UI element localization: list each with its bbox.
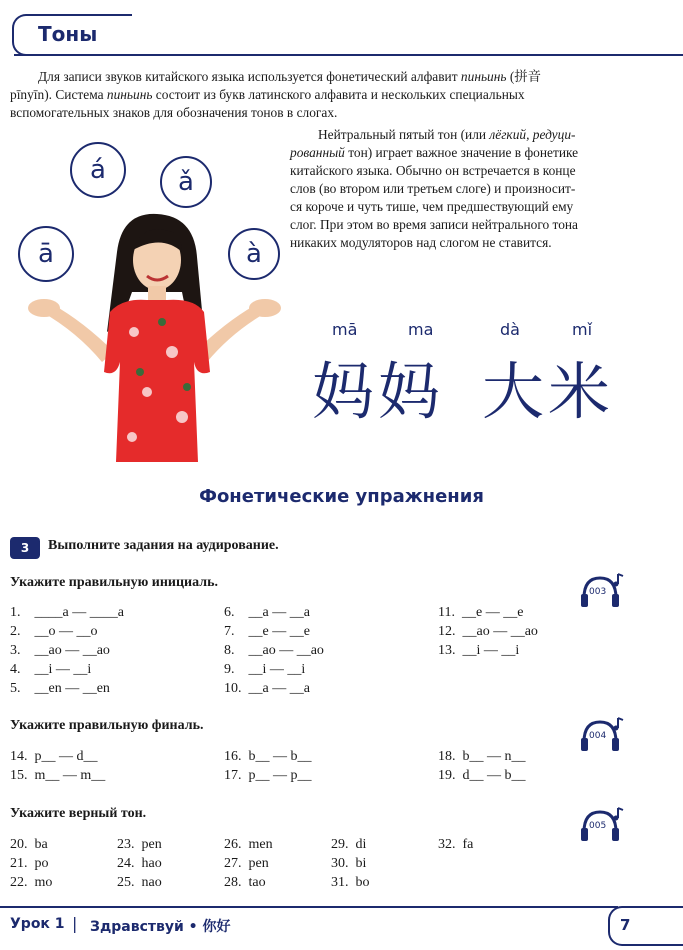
list-item: 7. __e — __e (224, 624, 310, 639)
list-item: 21. po (10, 856, 49, 871)
audio-track-003[interactable] (578, 572, 626, 614)
list-item: 6. __a — __a (224, 605, 310, 620)
list-item: 31. bo (331, 875, 370, 890)
list-item: 10. __a — __a (224, 681, 310, 696)
neutral-text: Нейтральный пятый тон (или (318, 127, 490, 142)
list-item: 26. men (224, 837, 273, 852)
exercise-number-badge: 3 (10, 537, 40, 559)
intro-text: pīnyīn). Система (10, 87, 107, 102)
intro-term: пиньинь (460, 69, 507, 84)
exercise-title: Выполните задания на аудирование. (48, 538, 279, 553)
list-item: 11. __e — __e (438, 605, 524, 620)
list-item: 17. p__ — p__ (224, 768, 312, 783)
list-item: 8. __ao — __ao (224, 643, 324, 658)
footer-lesson-title: Здравствуй • 你好 (90, 919, 231, 935)
audio-track-number: 003 (589, 587, 607, 597)
neutral-term: лёгкий, редуци- (489, 127, 576, 142)
footer-separator: | (72, 914, 78, 933)
list-item: 13. __i — __i (438, 643, 520, 658)
part2-heading: Укажите правильную финаль. (10, 718, 204, 733)
neutral-term: рованный (290, 145, 345, 160)
list-item: 2. __o — __o (10, 624, 98, 639)
list-item: 24. hao (117, 856, 162, 871)
audio-track-number: 004 (589, 731, 607, 741)
neutral-text: никаких модуляторов над слогом не ставится. (290, 235, 552, 250)
audio-track-number: 005 (589, 821, 607, 831)
section-heading: Фонетические упражнения (199, 486, 484, 507)
tone-bubble-third: ǎ (160, 156, 212, 208)
neutral-text: китайского языка. Обычно он встречается в конце (290, 163, 576, 178)
tone-bubble-fourth: à (228, 228, 280, 280)
list-item: 12. __ao — __ao (438, 624, 538, 639)
list-item: 3. __ao — __ao (10, 643, 110, 658)
tone-bubble-first: ā (18, 226, 74, 282)
intro-text: Для записи звуков китайского языка используется фонетический алфавит (38, 69, 461, 84)
list-item: 27. pen (224, 856, 269, 871)
page-number: 7 (620, 916, 631, 934)
list-item: 16. b__ — b__ (224, 749, 312, 764)
list-item: 5. __en — __en (10, 681, 110, 696)
list-item: 22. mo (10, 875, 53, 890)
neutral-text: слог. При этом во время записи нейтрального тона (290, 217, 579, 232)
list-item: 20. ba (10, 837, 48, 852)
list-item: 1. ____a — ____a (10, 605, 124, 620)
list-item: 15. m__ — m__ (10, 768, 106, 783)
audio-track-004[interactable] (578, 716, 626, 758)
pinyin-mi: mǐ (572, 320, 593, 339)
neutral-tone-paragraph (290, 126, 620, 252)
list-item: 9. __i — __i (224, 662, 306, 677)
intro-text: вспомогательных знаков для обозначения тонов в слогах. (10, 105, 338, 120)
list-item: 25. nao (117, 875, 162, 890)
list-item: 4. __i — __i (10, 662, 92, 677)
intro-term: пиньинь (106, 87, 153, 102)
neutral-text: тон) играет важное значение в фонетике (344, 145, 579, 160)
footer-lesson-number: Урок 1 (10, 916, 65, 932)
hanzi-mama: 妈妈 (312, 355, 445, 428)
intro-text: состоит из букв латинского алфавита и нескольких специальных (152, 87, 525, 102)
page-title: Тоны (38, 22, 98, 46)
list-item: 28. tao (224, 875, 266, 890)
list-item: 32. fa (438, 837, 474, 852)
list-item: 23. pen (117, 837, 162, 852)
list-item: 19. d__ — b__ (438, 768, 526, 783)
list-item: 14. p__ — d__ (10, 749, 98, 764)
list-item: 30. bi (331, 856, 367, 871)
pinyin-ma1: mā (332, 320, 358, 339)
pinyin-ma: ma (408, 320, 434, 339)
footer-divider (0, 906, 618, 908)
neutral-text: ся короче и чуть тише, чем предшествующий ему (290, 199, 574, 214)
neutral-text: слов (во втором или третьем слоге) и произносит- (290, 181, 576, 196)
list-item: 29. di (331, 837, 367, 852)
list-item: 18. b__ — n__ (438, 749, 526, 764)
intro-text: (拼音 (506, 69, 542, 84)
woman-illustration (22, 212, 287, 462)
part3-heading: Укажите верный тон. (10, 806, 147, 821)
hanzi-dami: 大米 (482, 355, 615, 428)
intro-paragraph (10, 68, 620, 122)
audio-track-005[interactable] (578, 806, 626, 848)
tone-bubble-second: á (70, 142, 126, 198)
part1-heading: Укажите правильную инициаль. (10, 575, 219, 590)
pinyin-da: dà (500, 320, 520, 339)
